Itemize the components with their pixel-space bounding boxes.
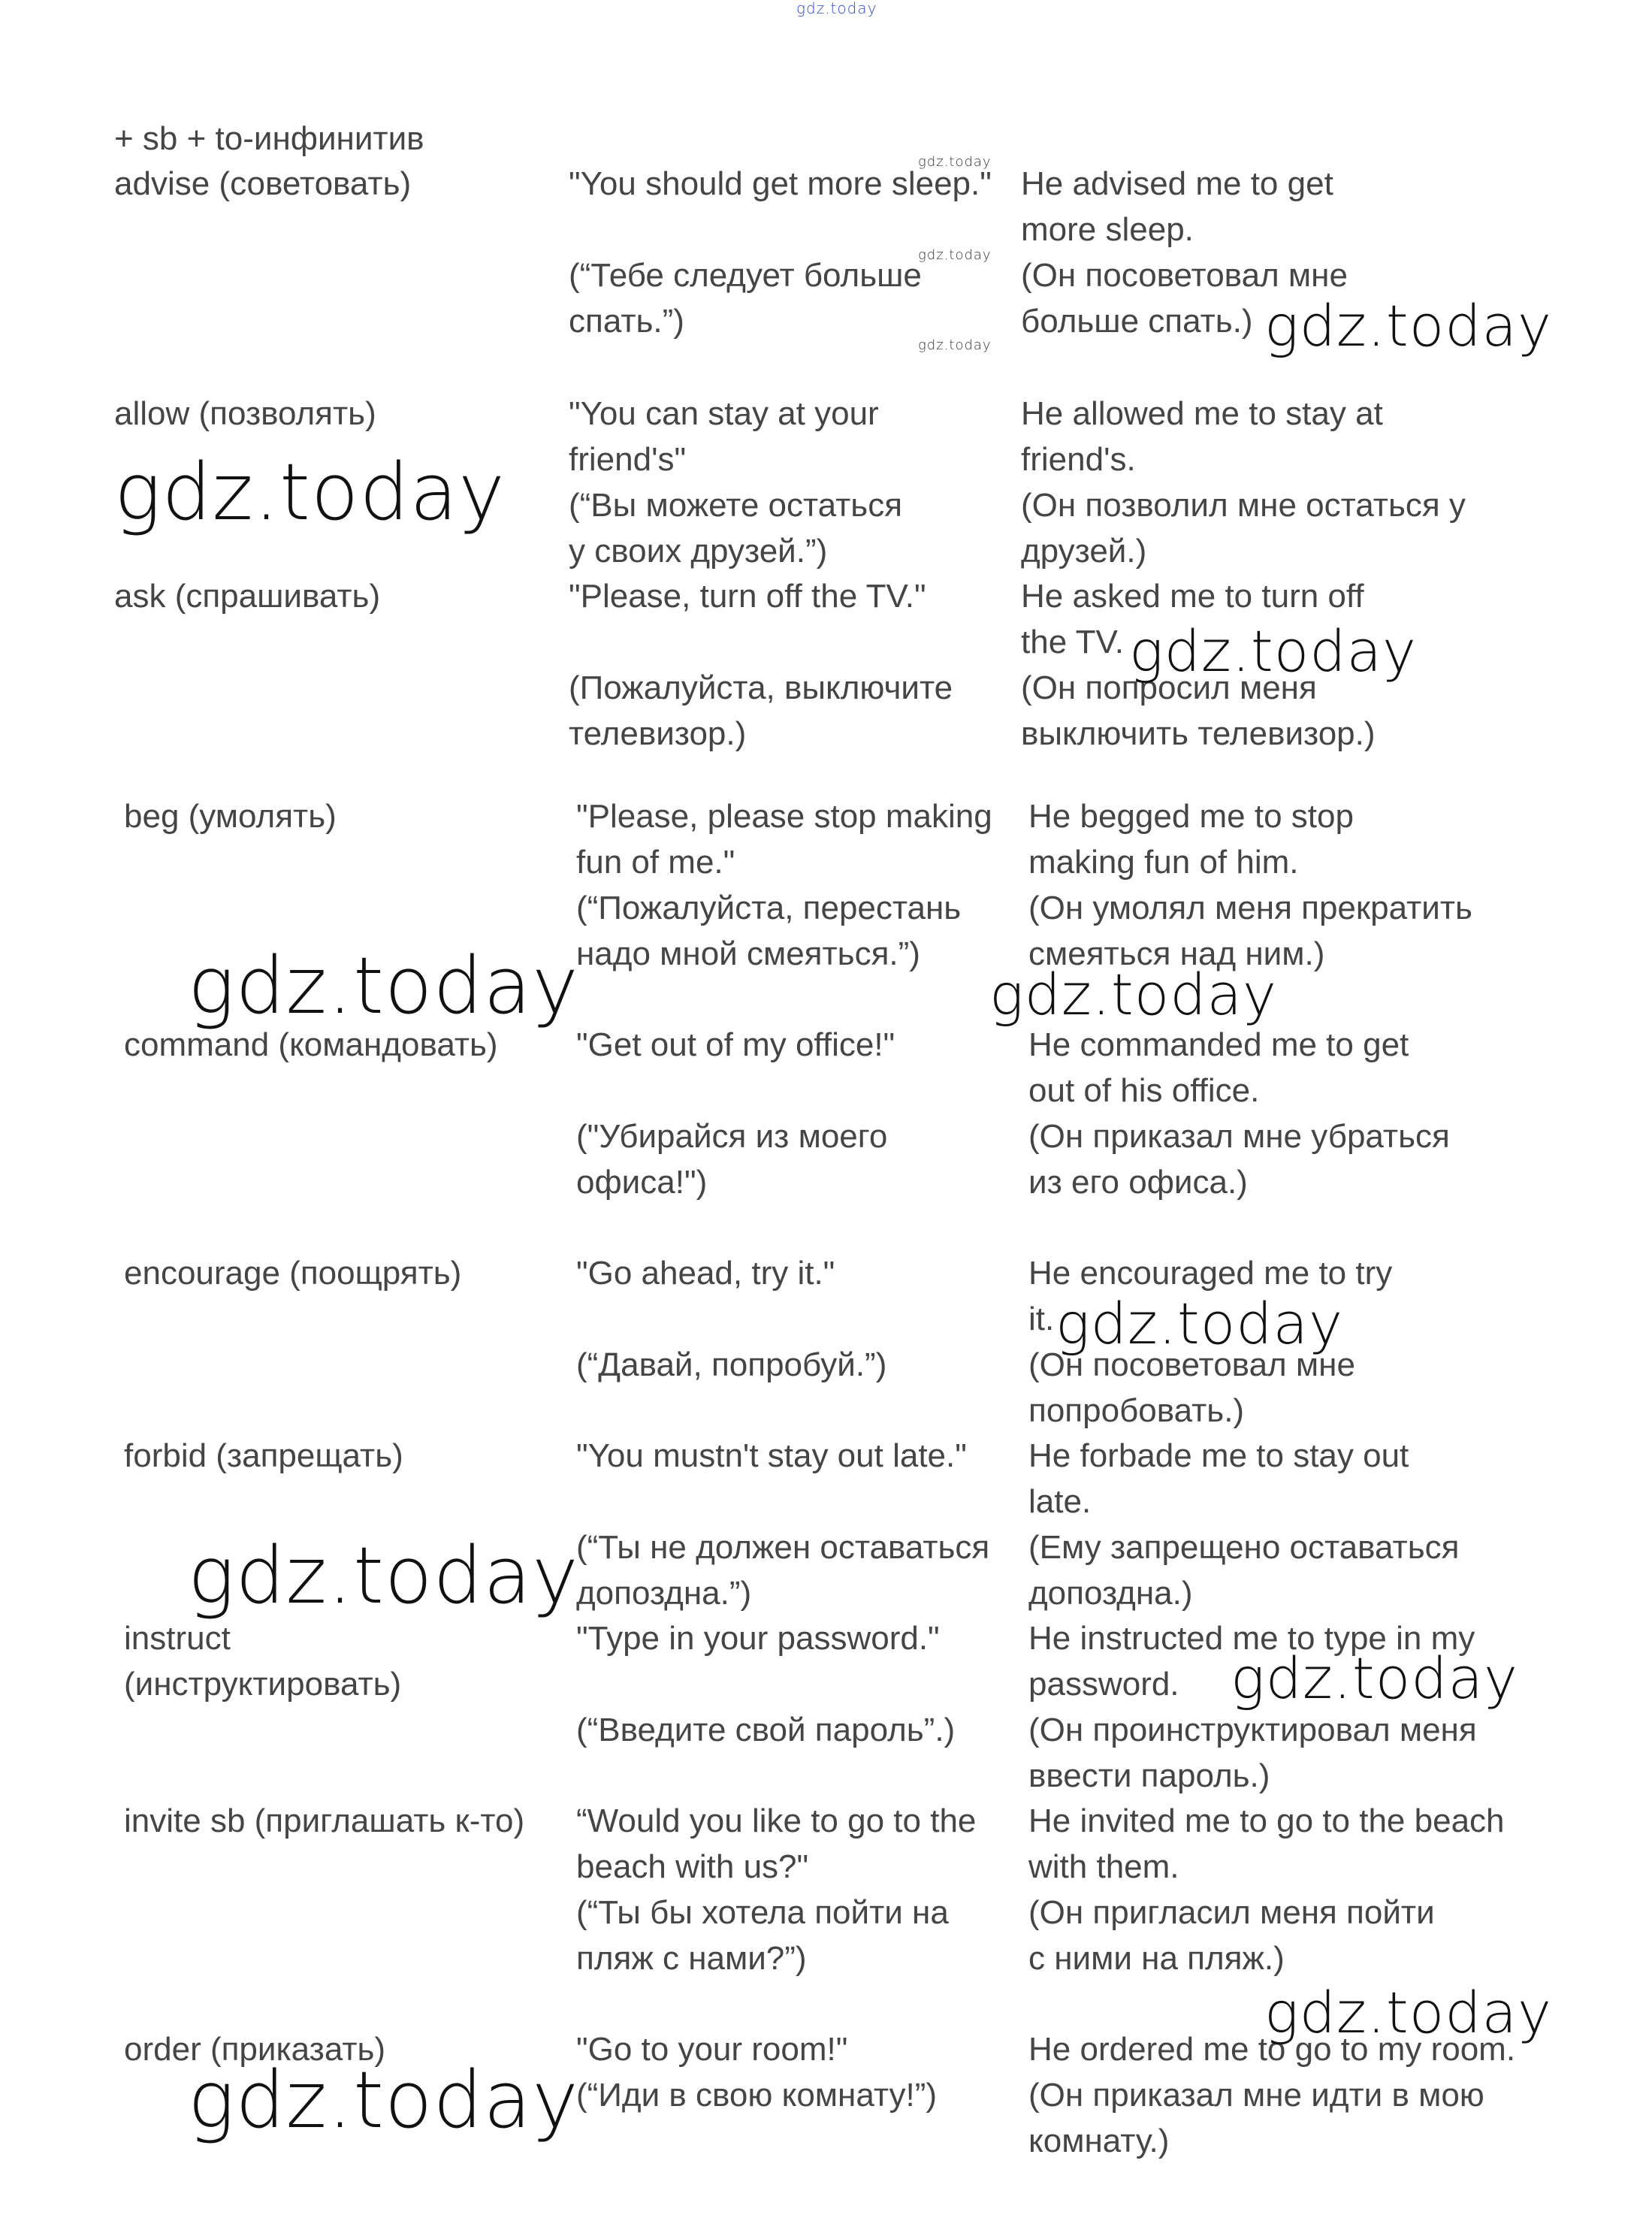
direct-line: офиса!") [576,1164,708,1201]
reported-line: He instructed me to type in my [1028,1620,1475,1657]
verb-instruct: instruct [124,1620,231,1657]
direct-line: (Пожалуйста, выключите [569,669,953,706]
watermark: gdz.today [918,247,992,263]
direct-line: friend's" [569,441,687,478]
reported-line: He invited me to go to the beach [1028,1802,1505,1839]
verb-beg: beg (умолять) [124,798,337,835]
reported-line: He begged me to stop [1028,798,1354,835]
watermark: gdz.today [1129,618,1417,684]
reported-line: смеяться над ним.) [1028,935,1325,972]
reported-line: (Он пригласил меня пойти [1028,1894,1435,1931]
watermark: gdz.today [114,446,506,538]
reported-line: (Он приказал мне идти в мою [1028,2077,1484,2114]
reported-line: He ordered me to go to my room. [1028,2031,1516,2068]
reported-line: He allowed me to stay at [1021,395,1383,432]
direct-line: надо мной смеяться.”) [576,935,920,972]
direct-line: (“Ты не должен оставаться [576,1529,990,1566]
reported-line: друзей.) [1021,533,1147,570]
direct-line: "You should get more sleep." [569,165,992,202]
direct-line: (“Давай, попробуй.”) [576,1346,887,1383]
direct-line: beach with us?" [576,1848,809,1885]
reported-line: допоздна.) [1028,1575,1193,1612]
reported-line: He commanded me to get [1028,1026,1409,1063]
direct-line: "Get out of my office!" [576,1026,895,1063]
reported-line: He asked me to turn off [1021,578,1364,615]
direct-line: "Go ahead, try it." [576,1255,835,1292]
reported-line: password. [1028,1666,1179,1703]
reported-line: He advised me to get [1021,165,1333,202]
reported-line: it. [1028,1301,1055,1337]
direct-line: "Type in your password." [576,1620,940,1657]
reported-line: out of his office. [1028,1072,1260,1109]
direct-line: допоздна.”) [576,1575,752,1612]
direct-line: "Go to your room!" [576,2031,848,2068]
reported-line: (Он проинструктировал меня [1028,1712,1477,1748]
watermark: gdz.today [918,154,992,170]
reported-line: выключить телевизор.) [1021,715,1376,752]
direct-line: (“Иди в свою комнату!”) [576,2077,938,2114]
reported-line: из его офиса.) [1028,1164,1248,1201]
watermark-top: gdz.today [796,0,877,17]
watermark: gdz.today [918,337,992,353]
reported-line: комнату.) [1028,2123,1170,2159]
direct-line: пляж с нами?”) [576,1940,807,1977]
reported-line: (Он попросил меня [1021,669,1317,706]
reported-line: He encouraged me to try [1028,1255,1393,1292]
reported-line: friend's. [1021,441,1136,478]
reported-line: with them. [1028,1848,1179,1885]
watermark: gdz.today [989,961,1277,1028]
reported-line: (Ему запрещено оставаться [1028,1529,1460,1566]
direct-line: у своих друзей.”) [569,533,828,570]
direct-line: "Please, turn off the TV." [569,578,926,615]
verb-forbid: forbid (запрещать) [124,1437,403,1474]
verb-invite: invite sb (приглашать к-то) [124,1802,525,1839]
watermark: gdz.today [188,940,579,1032]
direct-line: (“Тебе следует больше [569,257,922,294]
reported-line: (Он приказал мне убраться [1028,1118,1450,1155]
direct-line: (“Ты бы хотела пойти на [576,1894,949,1931]
reported-line: (Он позволил мне остаться у [1021,487,1466,524]
reported-line: (Он посоветовал мне [1028,1346,1355,1383]
direct-line: fun of me." [576,844,735,881]
reported-line: (Он посоветовал мне [1021,257,1348,294]
direct-line: “Would you like to go to the [576,1802,977,1839]
reported-line: making fun of him. [1028,844,1299,881]
watermark: gdz.today [188,2054,579,2146]
watermark: gdz.today [1056,1290,1343,1357]
direct-line: "You mustn't stay out late." [576,1437,967,1474]
direct-line: спать.”) [569,303,684,340]
watermark: gdz.today [188,1530,579,1621]
direct-line: "You can stay at your [569,395,879,432]
reported-line: больше спать.) [1021,303,1253,340]
watermark: gdz.today [1231,1645,1518,1712]
reported-line: ввести пароль.) [1028,1757,1270,1794]
verb-allow: allow (позволять) [114,395,376,432]
reported-line: late. [1028,1483,1092,1520]
direct-line: "Please, please stop making [576,798,992,835]
verb-ask: ask (спрашивать) [114,578,381,615]
verb-command: command (командовать) [124,1026,498,1063]
watermark: gdz.today [1264,292,1552,359]
reported-line: (Он умолял меня прекратить [1028,890,1472,926]
reported-line: с ними на пляж.) [1028,1940,1285,1977]
verb-instruct-translation: (инструктировать) [124,1666,402,1703]
section-title: + sb + to-инфинитив [114,120,424,157]
direct-line: телевизор.) [569,715,747,752]
direct-line: (“Введите свой пароль”.) [576,1712,956,1748]
verb-encourage: encourage (поощрять) [124,1255,462,1292]
reported-line: the TV. [1021,624,1125,660]
verb-order: order (приказать) [124,2031,386,2068]
verb-advise: advise (советовать) [114,165,412,202]
reported-line: more sleep. [1021,211,1194,248]
direct-line: (“Пожалуйста, перестань [576,890,962,926]
reported-line: He forbade me to stay out [1028,1437,1409,1474]
reported-line: попробовать.) [1028,1392,1245,1429]
direct-line: ("Убирайся из моего [576,1118,888,1155]
watermark: gdz.today [1264,1979,1552,2046]
direct-line: (“Вы можете остаться [569,487,903,524]
